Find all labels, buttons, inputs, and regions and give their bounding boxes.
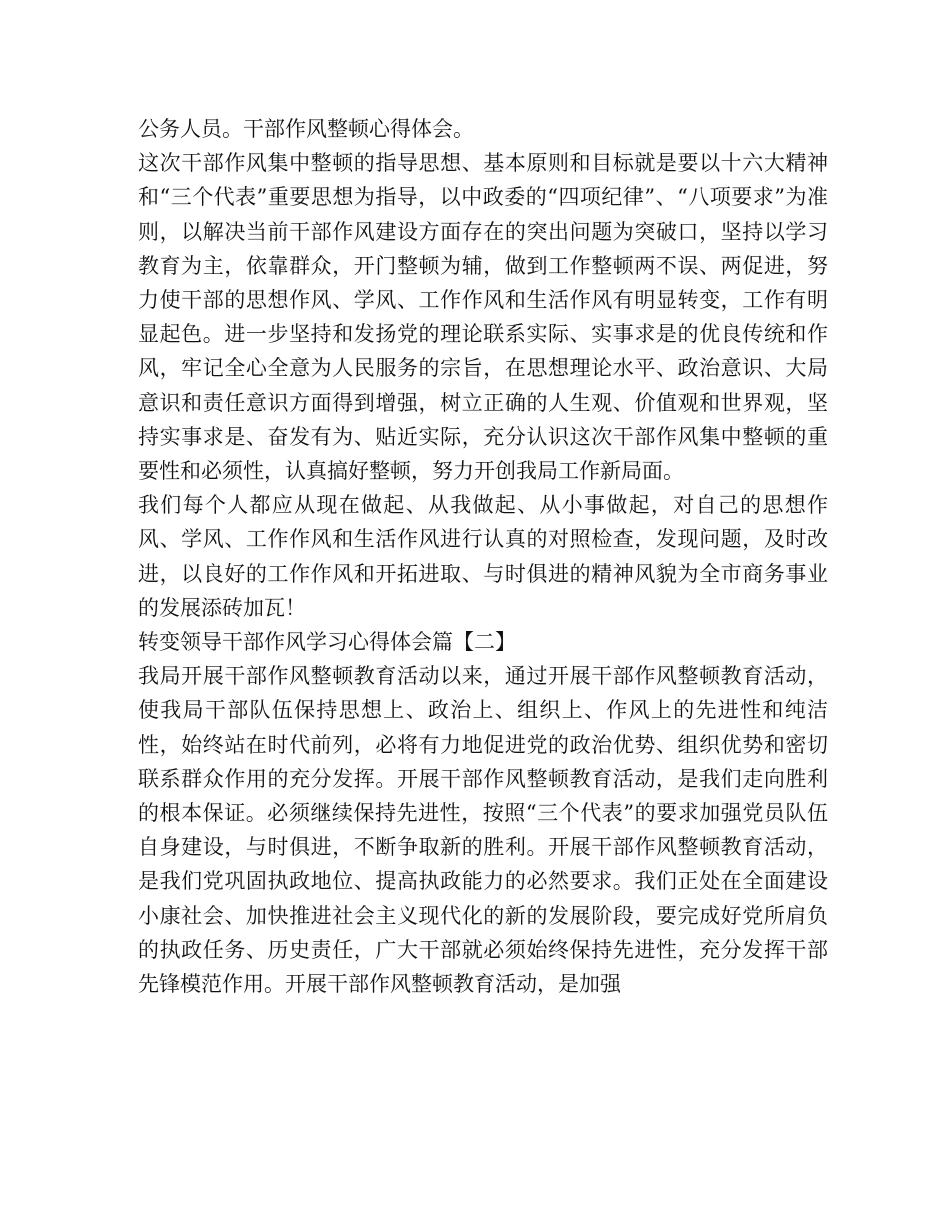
section-heading-part-two: 转变领导干部作风学习心得体会篇【二】	[138, 630, 516, 655]
paragraph-intro-line: 公务人员。干部作风整顿心得体会。	[138, 117, 474, 141]
paragraph-rectification-activity: 我局开展干部作风整顿教育活动以来，通过开展干部作风整顿教育活动，使我局干部队伍保持思想上、政治上、组织上、作风上的先进性和纯洁性，始终站在时代前列，必将有力地促进党的政治优势、组织优势和密切联系群众作用的充分发挥。开展干部作风整顿教育活动，是我们走向胜利的根本保证。必须继续保持先进性，按照“三个代表”的要求加强党员队伍自身建设，与时俱进，不断争取新的胜利。开展干部作风整顿教育活动，是我们党巩固执政地位、提高执政能力的必然要求。我们正处在全面建设小康社会、加快推进社会主义现代化的新的发展阶段，要完成好党所肩负的执政任务、历史责任，广大干部就必须始终保持先进性，充分发挥干部先锋模范作用。开展干部作风整顿教育活动，是加强	[138, 664, 828, 997]
paragraph-everyone-start: 我们每个人都应从现在做起、从我做起、从小事做起，对自己的思想作风、学风、工作作风和生活作风进行认真的对照检查，发现问题，及时改进，以良好的工作作风和开拓进取、与时俱进的精神风貌为全市商务事业的发展添砖加瓦！	[138, 493, 828, 620]
document-body	[138, 112, 828, 1001]
paragraph-guiding-thought: 这次干部作风集中整顿的指导思想、基本原则和目标就是要以十六大精神和“三个代表”重要思想为指导，以中政委的“四项纪律”、“八项要求”为准则，以解决当前干部作风建设方面存在的突出问题为突破口，坚持以学习教育为主，依靠群众，开门整顿为辅，做到工作整顿两不误、两促进，努力使干部的思想作风、学风、工作作风和生活作风有明显转变，工作有明显起色。进一步坚持和发扬党的理论联系实际、实事求是的优良传统和作风，牢记全心全意为人民服务的宗旨，在思想理论水平、政治意识、大局意识和责任意识方面得到增强，树立正确的人生观、价值观和世界观，坚持实事求是、奋发有为、贴近实际，充分认识这次干部作风集中整顿的重要性和必须性，认真搞好整顿，努力开创我局工作新局面。	[138, 151, 828, 484]
